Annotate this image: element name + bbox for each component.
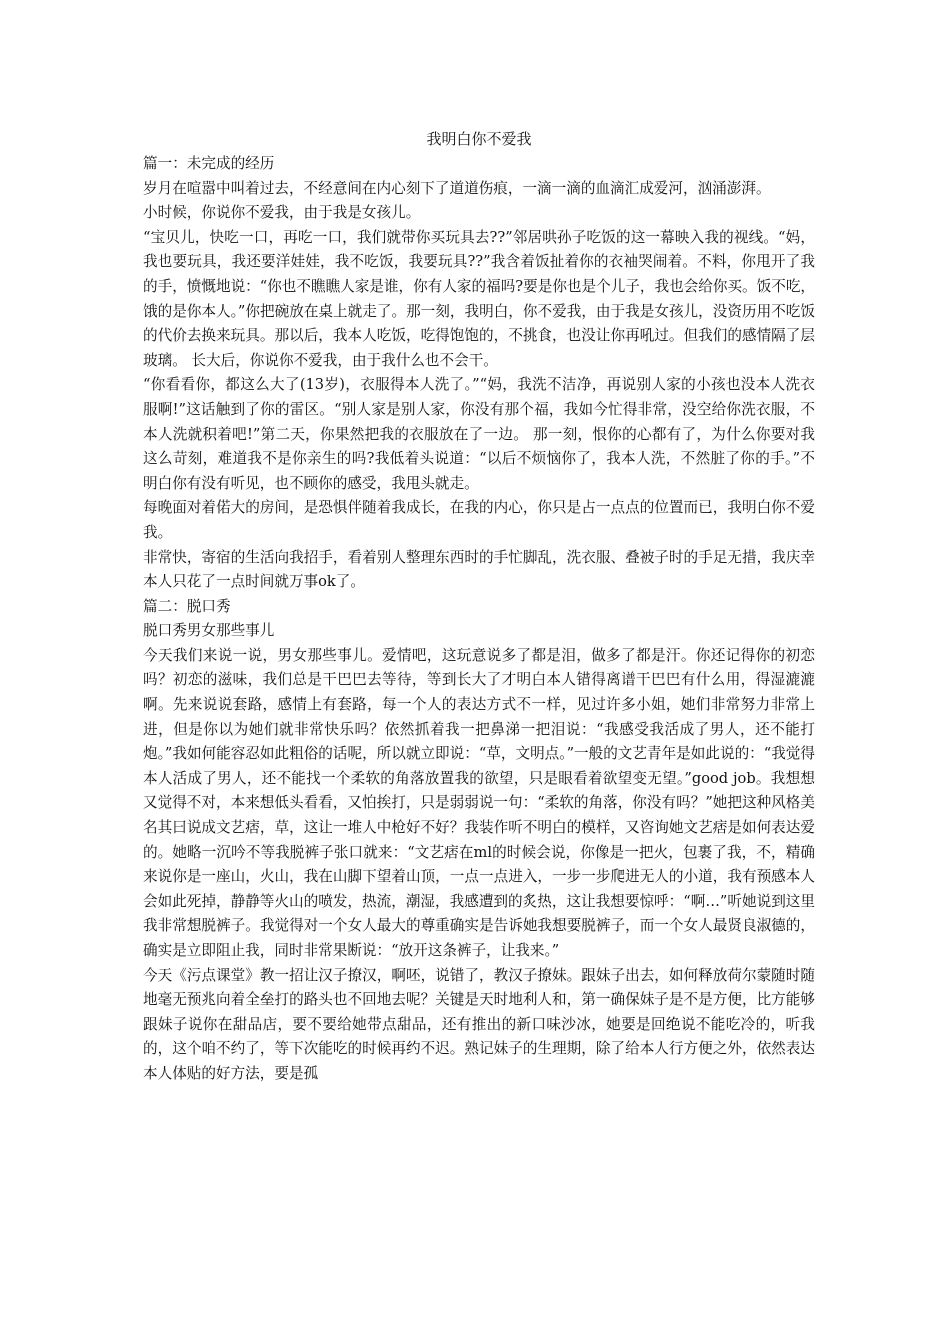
document-body bbox=[143, 152, 815, 1087]
section-heading-1: 篇一：未完成的经历 bbox=[143, 155, 275, 172]
section-heading-2: 篇二：脱口秀 bbox=[143, 597, 231, 615]
paragraph: “宝贝儿，快吃一口，再吃一口，我们就带你买玩具去??”邻居哄孙子吃饭的这一幕映入我的视线。“妈，我也要玩具，我还要洋娃娃，我不吃饭，我要玩具??”我含着饭扯着你的衣袖哭闹着。不料，你甩开了我的手，愤慨地说：“你也不瞧瞧人家是谁，你有人家的福吗?要是你也是个儿子，我也会给你买。饭不吃，饿的是你本人。”你把碗放在桌上就走了。那一刻，我明白，你不爱我，由于我是女孩儿，没资历用不吃饭的代价去换来玩具。那以后，我本人吃饭，吃得饱饱的，不挑食，也没让你再吼过。但我们的感情隔了层玻璃。 长大后，你说你不爱我，由于我什么也不会干。 bbox=[143, 228, 816, 369]
paragraph: “你看看你，都这么大了(13岁)，衣服得本人洗了。”“妈，我洗不洁净，再说别人家的小孩也没本人洗衣服啊!”这话触到了你的雷区。“别人家是别人家，你没有那个福，我如今忙得非常，没空给你洗衣服，不本人洗就积着吧!”第二天，你果然把我的衣服放在了一边。 那一刻，恨你的心都有了，为什么你要对我这么苛刻，难道我不是你亲生的吗?我低着头说道：“以后不烦恼你了，我本人洗，不然脏了你的手。”不明白你有没有听见，也不顾你的感受，我甩头就走。 bbox=[143, 376, 815, 492]
document-title: 我明白你不爱我 bbox=[426, 130, 532, 148]
paragraph: 非常快，寄宿的生活向我招手，看着别人整理东西时的手忙脚乱，洗衣服、叠被子时的手足无措，我庆幸本人只花了一点时间就万事ok了。 bbox=[143, 548, 815, 591]
paragraph: 今天我们来说一说，男女那些事儿。爱情吧，这玩意说多了都是泪，做多了都是汗。你还记得你的初恋吗？初恋的滋味，我们总是干巴巴去等待，等到长大了才明白本人错得离谱干巴巴有什么用，得湿漉漉啊。先来说说套路，感情上有套路，每一个人的表达方式不一样，见过许多小姐，她们非常努力非常上进，但是你以为她们就非常快乐吗？依然抓着我一把鼻涕一把泪说：“我感受我活成了男人，还不能打炮。”我如何能容忍如此粗俗的话呢，所以就立即说：“草，文明点。”一般的文艺青年是如此说的：“我觉得本人活成了男人，还不能找一个柔软的角落放置我的欲望，只是眼看着欲望变无望。”good job。我想想又觉得不对，本来想低头看看，又怕挨打，只是弱弱说一句：“柔软的角落，你没有吗？”她把这种风格美名其曰说成文艺痞，草，这让一堆人中枪好不好？我装作听不明白的模样，又咨询她文艺痞是如何表达爱的。她略一沉吟不等我脱裤子张口就来：“文艺痞在ml的时候会说，你像是一把火，包裹了我，不，精确来说你是一座山，火山，我在山脚下望着山顶，一点一点进入，一步一步爬进无人的小道，我有预感本人会如此死掉，静静等火山的喷发，热流，潮湿，我感遭到的炙热，这让我想要惊呼：“啊…”听她说到这里我非常想脱裤子。我觉得对一个女人最大的尊重确实是告诉她我想要脱裤子，而一个女人最贤良淑德的，确实是立即阻止我，同时非常果断说：“放开这条裤子，让我来。” bbox=[143, 646, 815, 959]
document-page bbox=[143, 126, 815, 1087]
subheading: 脱口秀男女那些事儿 bbox=[143, 622, 275, 640]
paragraph: 小时候，你说你不爱我，由于我是女孩儿。 bbox=[143, 204, 421, 222]
paragraph: 今天《污点课堂》教一招让汉子撩汉，啊呸，说错了，教汉子撩妹。跟妹子出去，如何释放荷尔蒙随时随地毫无预兆向着全垒打的路头也不回地去呢？关键是天时地利人和，第一确保妹子是不是方便，比方能够跟妹子说你在甜品店，要不要给她带点甜品，还有推出的新口味沙冰，她要是回绝说不能吃冷的，听我的，这个咱不约了，等下次能吃的时候再约不迟。熟记妹子的生理期，除了给本人行方便之外，依然表达本人体贴的好方法，要是孤 bbox=[143, 966, 815, 1082]
paragraph: 每晚面对着偌大的房间，是恐惧伴随着我成长，在我的内心，你只是占一点点的位置而已，我明白你不爱我。 bbox=[143, 499, 815, 541]
paragraph: 岁月在喧嚣中叫着过去，不经意间在内心刻下了道道伤痕，一滴一滴的血滴汇成爱河，汹涌澎湃。 bbox=[143, 179, 771, 197]
